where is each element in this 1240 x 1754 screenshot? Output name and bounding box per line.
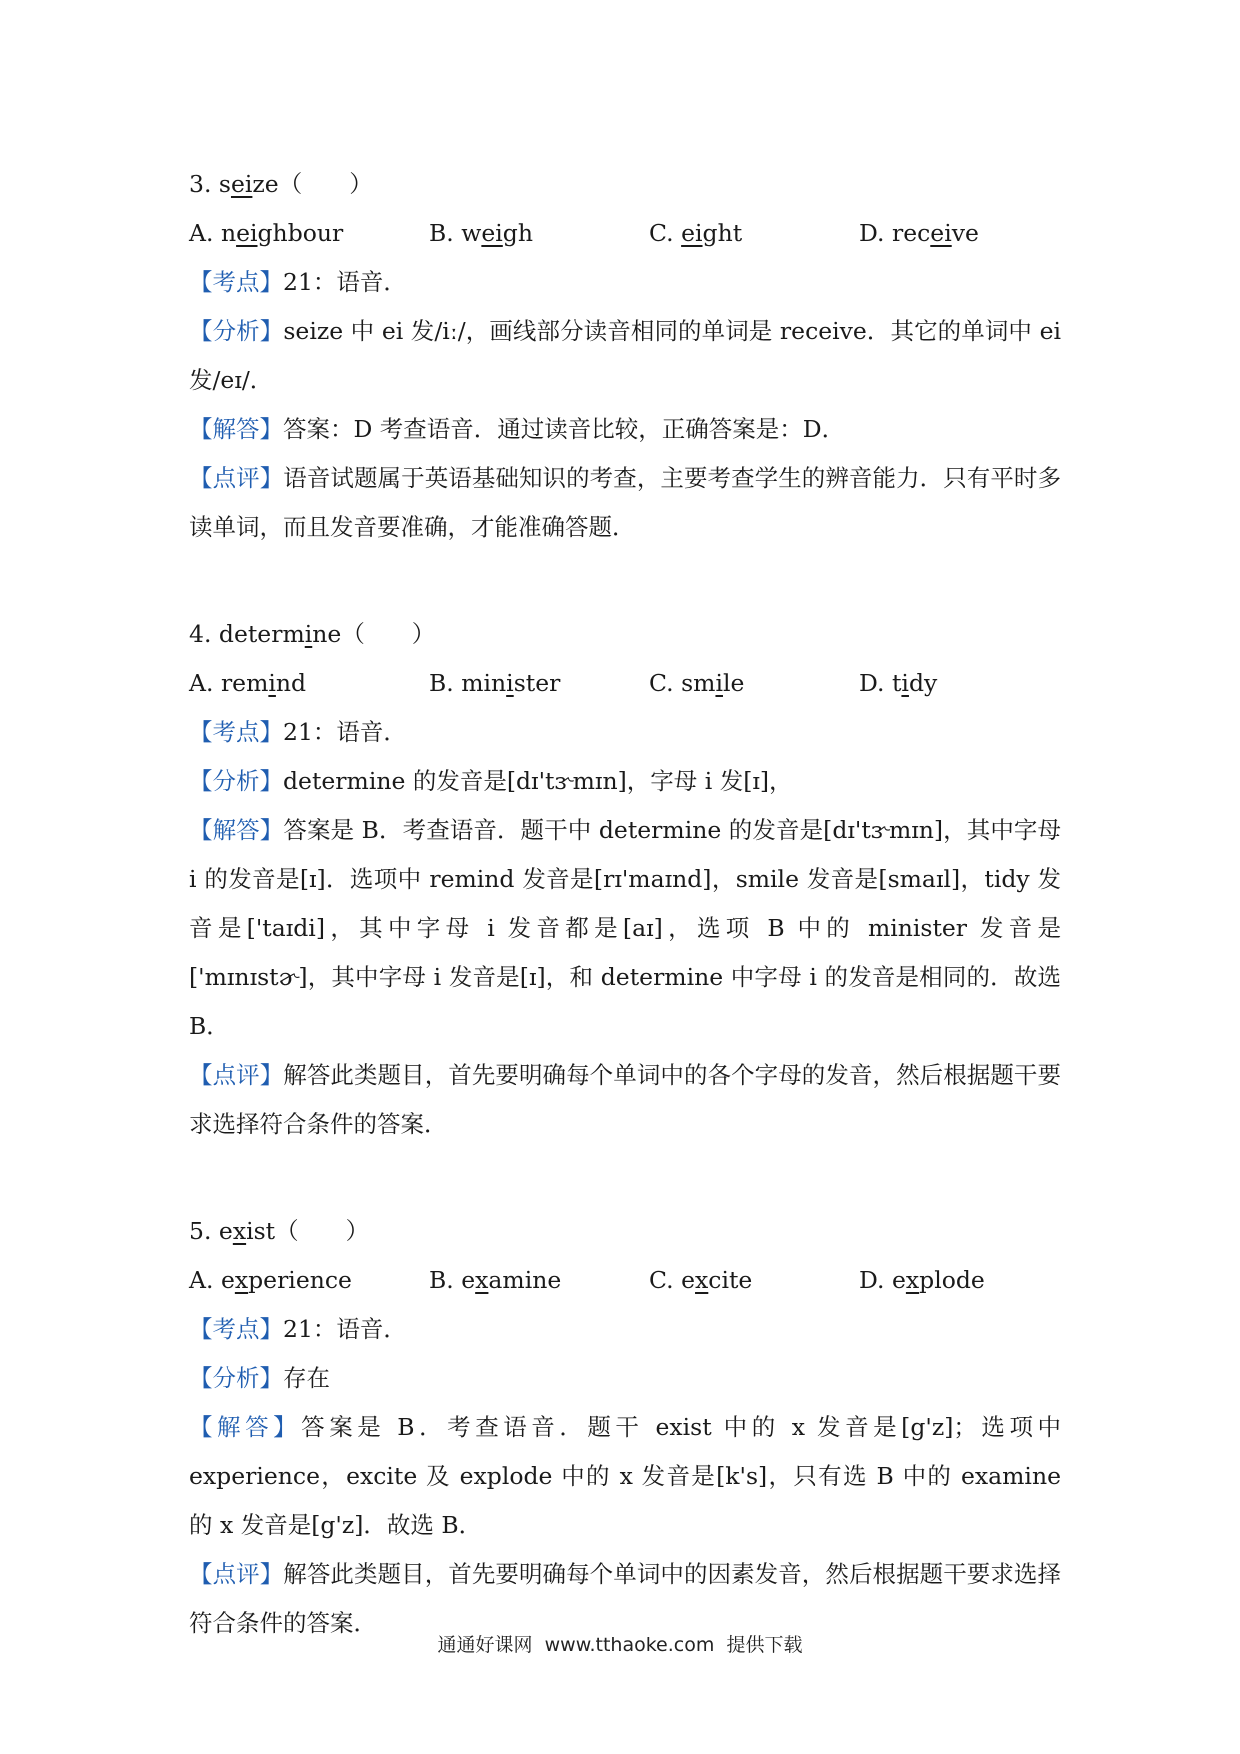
fenxi-text: seize 中 ei 发/iː/，画线部分读音相同的单词是 receive．其它的单词中 ei 发/eɪ/． — [189, 317, 1062, 394]
options-row — [189, 209, 1061, 258]
dianping-text: 语音试题属于英语基础知识的考查，主要考查学生的辨音能力．只有平时多读单词，而且发音要准确，才能准确答题． — [189, 464, 1062, 541]
jieda-tag: 【解答】 — [189, 1413, 302, 1441]
answer-blank: （ ） — [341, 620, 436, 648]
kaodian-text: 21：语音． — [283, 1315, 407, 1343]
kaodian-text: 21：语音． — [283, 268, 407, 296]
option-c: C. smile — [649, 669, 745, 697]
kaodian-tag: 【考点】 — [189, 268, 283, 296]
option-d: D. receive — [859, 219, 979, 247]
document-body — [189, 160, 1061, 1706]
jieda-tag: 【解答】 — [189, 816, 284, 844]
dianping-text: 解答此类题目，首先要明确每个单词中的因素发音，然后根据题干要求选择符合条件的答案． — [189, 1560, 1062, 1637]
underlined-letters: i — [304, 620, 313, 648]
jieda-text: 答案是 B．考查语音．题干 exist 中的 x 发音是[g'z]；选项中 experience，excite 及 explode 中的 x 发音是[k's]，只有选 B 中的 examine 的 x 发音是[g'z]．故选 B． — [189, 1413, 1061, 1539]
dianping-text: 解答此类题目，首先要明确每个单词中的各个字母的发音，然后根据题干要求选择符合条件的答案． — [189, 1061, 1062, 1138]
jieda-text: 答案是 B．考查语音．题干中 determine 的发音是[dɪ'tɝmɪn]，其中字母 i 的发音是[ɪ]．选项中 remind 发音是[rɪ'maɪnd]，smile 发音是[smaɪl]，tidy 发音是['taɪdi]，其中字母 i 发音都是[aɪ]，选项 B 中的 minister 发音是['mɪnɪstɚ]，其中字母 i 发音是[ɪ]，和 determine 中字母 i 的发音是相同的．故选 B． — [189, 816, 1061, 1040]
answer-blank: （ ） — [275, 1217, 370, 1245]
kaodian-tag: 【考点】 — [189, 1315, 283, 1343]
stem-word: exist — [218, 1217, 276, 1245]
dianping-tag: 【点评】 — [189, 1061, 284, 1089]
jieda-block — [189, 1403, 1061, 1550]
options-row — [189, 659, 1061, 708]
question-stem — [189, 1207, 1061, 1256]
fenxi-block — [189, 307, 1061, 405]
jieda-block — [189, 806, 1061, 1051]
kaodian-block — [189, 708, 1061, 757]
fenxi-block — [189, 757, 1061, 806]
fenxi-text: 存在 — [283, 1364, 330, 1392]
fenxi-tag: 【分析】 — [189, 1364, 283, 1392]
dianping-tag: 【点评】 — [189, 1560, 284, 1588]
fenxi-tag: 【分析】 — [189, 317, 284, 345]
option-b: B. examine — [429, 1266, 562, 1294]
kaodian-block — [189, 258, 1061, 307]
question-number: 5. — [189, 1217, 212, 1245]
option-b: B. weigh — [429, 219, 533, 247]
fenxi-tag: 【分析】 — [189, 767, 283, 795]
question-stem — [189, 610, 1061, 659]
fenxi-block — [189, 1354, 1061, 1403]
kaodian-block — [189, 1305, 1061, 1354]
dianping-block — [189, 454, 1061, 552]
jieda-tag: 【解答】 — [189, 415, 283, 443]
answer-blank: （ ） — [278, 170, 373, 198]
jieda-block — [189, 405, 1061, 454]
option-c: C. eight — [649, 219, 743, 247]
option-a: A. remind — [189, 669, 307, 697]
stem-word: seize — [218, 170, 279, 198]
option-a: A. neighbour — [189, 219, 344, 247]
underlined-letters: ei — [230, 170, 253, 198]
question-4 — [189, 610, 1061, 1149]
page-footer: 通通好课网 www.tthaoke.com 提供下载 — [437, 1634, 803, 1656]
question-stem — [189, 160, 1061, 209]
jieda-text: 答案：D 考查语音．通过读音比较，正确答案是：D． — [283, 415, 846, 443]
question-number: 4. — [189, 620, 212, 648]
option-d: D. explode — [859, 1266, 985, 1294]
dianping-block — [189, 1051, 1061, 1149]
option-b: B. minister — [429, 669, 561, 697]
option-d: D. tidy — [859, 669, 938, 697]
question-3 — [189, 160, 1061, 552]
underlined-letters: x — [232, 1217, 247, 1245]
option-a: A. experience — [189, 1266, 352, 1294]
question-5 — [189, 1207, 1061, 1648]
question-number: 3. — [189, 170, 212, 198]
option-c: C. excite — [649, 1266, 753, 1294]
stem-word: determine — [218, 620, 342, 648]
options-row — [189, 1256, 1061, 1305]
kaodian-tag: 【考点】 — [189, 718, 283, 746]
kaodian-text: 21：语音． — [283, 718, 407, 746]
dianping-tag: 【点评】 — [189, 464, 284, 492]
fenxi-text: determine 的发音是[dɪ'tɝmɪn]，字母 i 发[ɪ]， — [283, 767, 793, 795]
